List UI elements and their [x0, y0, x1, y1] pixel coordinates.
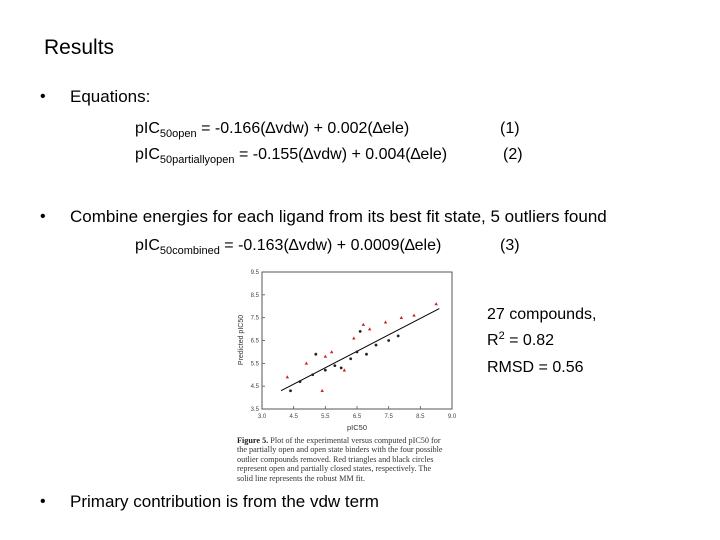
- bullet-vdw-contribution: Primary contribution is from the vdw term: [70, 492, 379, 511]
- equation-lhs: pIC: [135, 146, 160, 163]
- equation-subscript: 50partiallyopen: [159, 154, 235, 166]
- circle-point: [387, 339, 390, 342]
- y-tick-label: 4.5: [250, 384, 259, 391]
- r2-value: = 0.82: [504, 332, 555, 349]
- bullet-marker: •: [40, 88, 46, 105]
- circle-point: [299, 380, 302, 383]
- y-tick-label: 9.5: [250, 270, 259, 276]
- circle-point: [311, 373, 314, 376]
- y-tick-label: 5.5: [250, 361, 259, 368]
- y-tick-label: 3.5: [250, 407, 259, 413]
- circle-point: [359, 330, 362, 333]
- circle-point: [349, 357, 352, 360]
- circle-point: [340, 367, 343, 370]
- equation-subscript: 50open: [159, 128, 197, 140]
- equation-rhs: = -0.166(∆vdw) + 0.002(∆ele): [196, 120, 410, 137]
- y-tick-label: 8.5: [250, 292, 259, 299]
- equation-subscript: 50combined: [159, 245, 220, 257]
- bullet-combine-energies: Combine energies for each ligand from its best fit state, 5 outliers found: [70, 207, 607, 226]
- y-axis-label: Predicted pIC50: [238, 314, 245, 366]
- x-tick-label: 8.5: [416, 414, 425, 420]
- x-axis-label: pIC50: [346, 423, 368, 432]
- x-tick-label: 7.5: [384, 414, 393, 420]
- equation-rhs: = -0.163(∆vdw) + 0.0009(∆ele): [219, 237, 442, 254]
- bullet-marker: •: [40, 208, 46, 225]
- circle-point: [397, 335, 400, 338]
- equation-lhs: pIC: [135, 120, 160, 137]
- stats-rmsd: RMSD = 0.56: [487, 359, 584, 376]
- plot-frame: [262, 272, 452, 409]
- figure-caption: [237, 436, 449, 483]
- scatter-plot: [225, 268, 457, 438]
- x-tick-label: 4.5: [289, 414, 298, 420]
- equation-combined: [135, 237, 441, 255]
- equation-lhs: pIC: [135, 237, 160, 254]
- circle-point: [365, 353, 368, 356]
- circle-point: [289, 389, 292, 392]
- circle-point: [375, 344, 378, 347]
- bullet-equations: Equations:: [70, 87, 151, 106]
- x-tick-label: 5.5: [321, 414, 330, 420]
- circle-point: [314, 353, 317, 356]
- x-tick-label: 3.0: [257, 414, 267, 420]
- circle-point: [356, 351, 359, 354]
- equation-number-1: (1): [500, 120, 520, 137]
- circle-point: [324, 369, 327, 372]
- figure-caption-text: Plot of the experimental versus computed pIC50 for the partially open and open state binders with the four possible outlier compounds removed. Red triangles and black circles represent open and partially closed states, respectively. The solid line represents the robust MM fit.: [237, 436, 443, 483]
- stats-compounds: 27 compounds,: [487, 306, 597, 323]
- bullet-marker: •: [40, 493, 46, 510]
- r2-symbol: R: [487, 332, 499, 349]
- stats-r-squared: [487, 332, 554, 350]
- circle-point: [333, 364, 336, 367]
- figure-caption-label: Figure 5.: [237, 436, 269, 445]
- x-tick-label: 6.5: [352, 414, 362, 420]
- r2-superscript: 2: [498, 330, 505, 342]
- equation-rhs: = -0.155(∆vdw) + 0.004(∆ele): [234, 146, 448, 163]
- equation-number-2: (2): [503, 146, 523, 163]
- equation-partially-open: [135, 146, 447, 164]
- x-tick-label: 9.0: [447, 414, 457, 420]
- equation-open: [135, 120, 409, 138]
- equation-number-3: (3): [500, 237, 520, 254]
- y-tick-label: 6.5: [250, 338, 259, 345]
- slide-title: Results: [44, 36, 115, 59]
- y-tick-label: 7.5: [250, 315, 259, 322]
